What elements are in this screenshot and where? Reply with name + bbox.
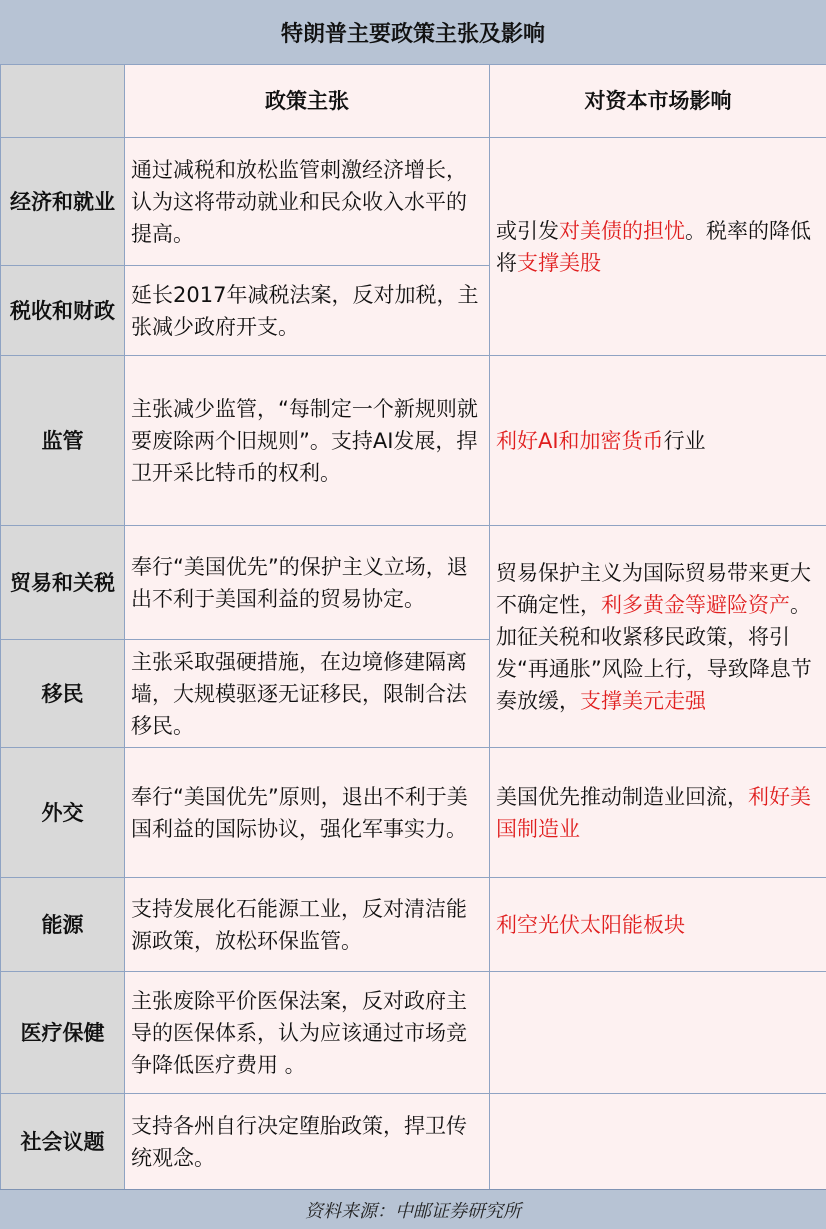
header-policy: 政策主张: [125, 65, 490, 138]
table-row: [1, 526, 826, 640]
category-cell: 税收和财政: [1, 266, 125, 356]
impact-highlight: 利好美国制造业: [496, 785, 811, 841]
impact-text: 行业: [664, 429, 706, 453]
source-footer: 资料来源：中邮证券研究所: [0, 1189, 826, 1229]
policy-cell: 主张采取强硬措施，在边境修建隔离墙，大规模驱逐无证移民，限制合法移民。: [125, 640, 490, 748]
category-cell: 移民: [1, 640, 125, 748]
impact-highlight: 对美债的担忧: [559, 219, 685, 243]
impact-cell-econ-tax: [490, 138, 826, 356]
impact-cell-social: [490, 1094, 826, 1191]
table-row: [1, 748, 826, 878]
table-row: [1, 1094, 826, 1191]
category-cell: 能源: [1, 878, 125, 972]
category-cell: 社会议题: [1, 1094, 125, 1191]
impact-highlight: 支撑美元走强: [580, 689, 706, 713]
impact-cell-healthcare: [490, 972, 826, 1094]
policy-cell: 奉行“美国优先”的保护主义立场，退出不利于美国利益的贸易协定。: [125, 526, 490, 640]
impact-text: 或引发: [496, 219, 559, 243]
header-row: [1, 65, 826, 138]
category-cell: 贸易和关税: [1, 526, 125, 640]
impact-highlight: 利多黄金等避险资产: [601, 593, 790, 617]
impact-cell-diplomacy: [490, 748, 826, 878]
policy-cell: 主张减少监管，“每制定一个新规则就要废除两个旧规则”。支持AI发展，捍卫开采比特币的权利。: [125, 356, 490, 526]
impact-text: 。加征关税和收紧移民政策，将引发“再通胀”风险上行，导致降息节奏放缓，: [496, 593, 812, 713]
impact-cell-trade-immigration: [490, 526, 826, 748]
impact-highlight: 支撑美股: [517, 251, 601, 275]
table-row: [1, 356, 826, 526]
table-row: [1, 878, 826, 972]
impact-cell-energy: [490, 878, 826, 972]
category-cell: 外交: [1, 748, 125, 878]
table-row: [1, 138, 826, 266]
policy-cell: 奉行“美国优先”原则，退出不利于美国利益的国际协议，强化军事实力。: [125, 748, 490, 878]
header-impact: 对资本市场影响: [490, 65, 826, 138]
policy-cell: 通过减税和放松监管刺激经济增长，认为这将带动就业和民众收入水平的提高。: [125, 138, 490, 266]
category-cell: 医疗保健: [1, 972, 125, 1094]
category-cell: 监管: [1, 356, 125, 526]
policy-table: [0, 64, 826, 1191]
impact-highlight: 利好AI和加密货币: [496, 429, 664, 453]
impact-text: 。税率的降低将: [496, 219, 811, 275]
impact-highlight: 利空光伏太阳能板块: [496, 913, 685, 937]
header-corner: [1, 65, 125, 138]
table-title: 特朗普主要政策主张及影响: [0, 0, 826, 65]
impact-cell-regulation: [490, 356, 826, 526]
impact-text: 贸易保护主义为国际贸易带来更大不确定性，: [496, 561, 811, 617]
policy-cell: 主张废除平价医保法案，反对政府主导的医保体系，认为应该通过市场竞争降低医疗费用 。: [125, 972, 490, 1094]
impact-text: 美国优先推动制造业回流，: [496, 785, 748, 809]
policy-cell: 支持发展化石能源工业，反对清洁能源政策，放松环保监管。: [125, 878, 490, 972]
policy-cell: 支持各州自行决定堕胎政策，捍卫传统观念。: [125, 1094, 490, 1191]
policy-cell: 延长2017年减税法案，反对加税，主张减少政府开支。: [125, 266, 490, 356]
table-row: [1, 972, 826, 1094]
category-cell: 经济和就业: [1, 138, 125, 266]
